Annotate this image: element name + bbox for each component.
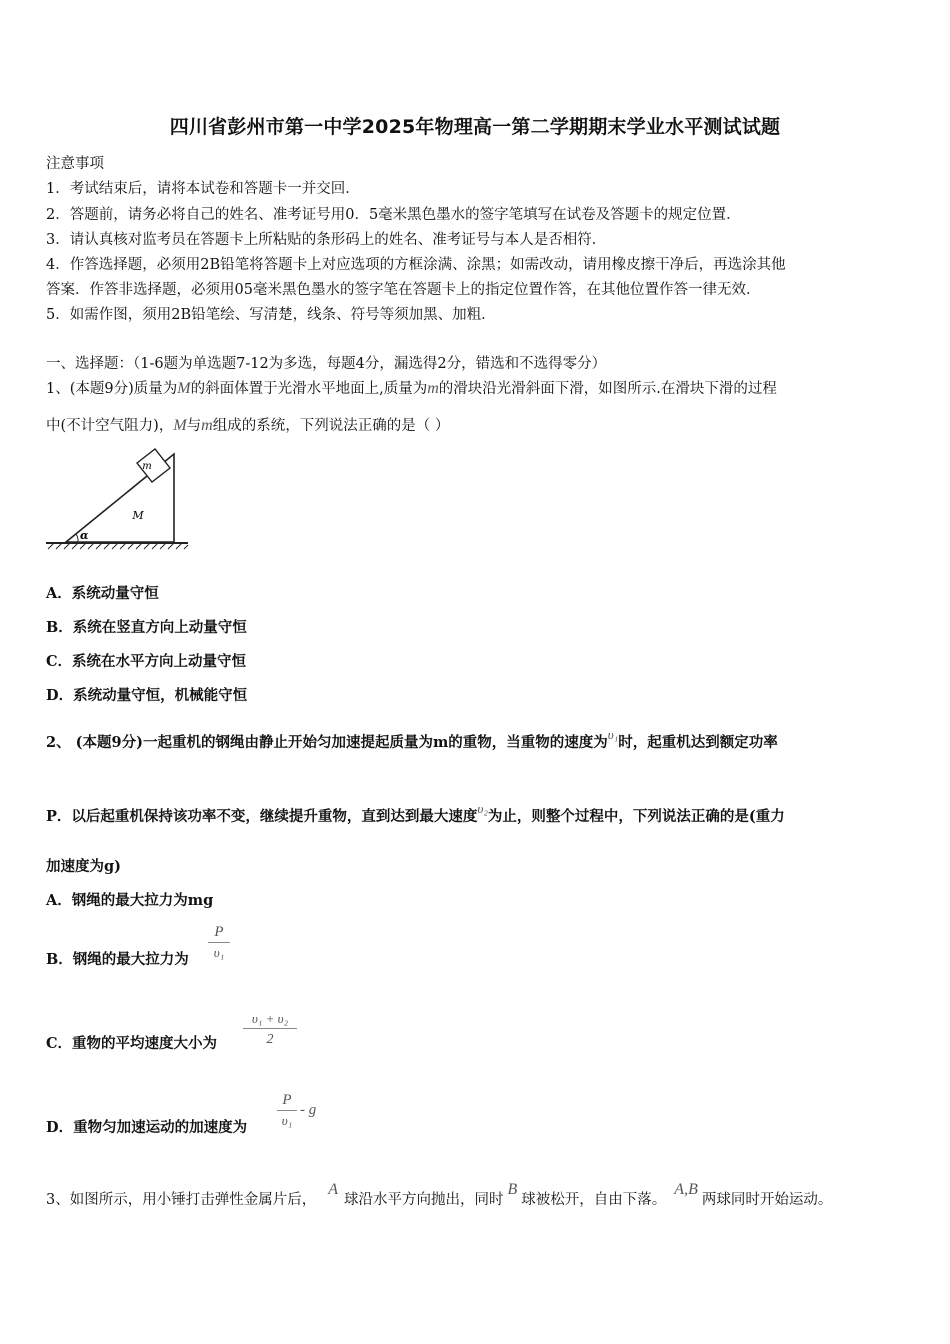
page-title: 四川省彭州市第一中学2025年物理高一第二学期期末学业水平测试试题	[169, 116, 781, 138]
notice-item: 3．请认真核对监考员在答题卡上所粘贴的条形码上的姓名、准考证号与本人是否相符．	[46, 232, 607, 248]
q1-option-c: C．系统在水平方向上动量守恒	[46, 653, 247, 670]
q3-text: 球沿水平方向抛出，同时	[344, 1192, 504, 1208]
frac-num: υ₁ + υ₂	[251, 1011, 289, 1026]
math-A: A	[328, 1181, 339, 1198]
math-B: B	[507, 1181, 518, 1198]
q2-option-a: A．钢绳的最大拉力为mg	[46, 892, 214, 909]
q2-option-c: C．重物的平均速度大小为	[46, 1035, 218, 1052]
q1-text: 1、(本题9分)质量为	[46, 381, 178, 397]
q1-line1	[46, 377, 777, 398]
label-M: M	[132, 509, 144, 522]
q3-text: 两球同时开始运动。	[701, 1192, 833, 1208]
fraction-p-over-v1	[208, 922, 230, 963]
q2-text: 为止，则整个过程中，下列说法正确的是(重力	[487, 808, 785, 825]
math-M: M	[173, 417, 187, 434]
fraction-avg-velocity	[243, 1010, 297, 1051]
q2-text: 2、 (本题9分)一起重机的钢绳由静止开始匀加速提起质量为m的重物，当重物的速度为	[46, 734, 608, 751]
q1-option-b: B．系统在竖直方向上动量守恒	[46, 619, 247, 636]
q1-line2	[46, 414, 449, 435]
q2-text: 时，起重机达到额定功率	[618, 734, 778, 751]
notice-item: 1．考试结束后，请将本试卷和答题卡一并交回．	[46, 181, 360, 197]
math-M: M	[177, 380, 191, 397]
q1-option-a: A．系统动量守恒	[46, 585, 159, 602]
label-m: m	[142, 461, 152, 472]
math-AB: A,B	[674, 1181, 698, 1198]
label-alpha: α	[80, 529, 89, 542]
angle-arc	[76, 534, 78, 542]
math-v2: υ₂	[477, 801, 488, 816]
q2-option-b: B．钢绳的最大拉力为	[46, 951, 189, 968]
incline-figure	[44, 446, 190, 550]
q1-text: 的斜面体置于光滑水平地面上,质量为	[190, 381, 428, 397]
q2-option-d: D．重物匀加速运动的加速度为	[46, 1119, 248, 1136]
frac-den: υ₁	[213, 945, 225, 960]
q2-line2	[46, 801, 785, 826]
q2-line3: 加速度为g)	[46, 858, 121, 875]
q1-text: 与	[186, 418, 202, 434]
q2-text: P．以后起重机保持该功率不变，继续提升重物，直到达到最大速度	[46, 808, 478, 825]
math-m: m	[201, 417, 213, 434]
notice-item: 答案．作答非选择题，必须用05毫米黑色墨水的签字笔在答题卡上的指定位置作答，在其他位置作答一律无效．	[46, 282, 761, 298]
q1-option-d: D．系统动量守恒，机械能守恒	[46, 687, 248, 704]
frac-den: 2	[266, 1032, 274, 1047]
notice-item: 4．作答选择题，必须用2B铅笔将答题卡上对应选项的方框涂满、涂黑；如需改动，请用橡皮擦干净后，再选涂其他	[46, 257, 786, 273]
q1-text: 中(不计空气阻力)，	[46, 418, 174, 434]
q3-text: 球被松开，自由下落。	[521, 1192, 667, 1208]
q1-text: 的滑块沿光滑斜面下滑，如图所示.在滑块下滑的过程	[438, 381, 777, 397]
notice-item: 2．答题前，请务必将自己的姓名、准考证号用0．5毫米黑色墨水的签字笔填写在试卷及答题卡的规定位置．	[46, 207, 741, 223]
math-v1: υ₁	[607, 727, 619, 742]
frac-den: υ₁	[281, 1113, 293, 1128]
q1-text: 组成的系统，下列说法正确的是（ ）	[212, 418, 450, 434]
section-heading: 一、选择题：（1-6题为单选题7-12为多选，每题4分，漏选得2分，错选和不选得零分）	[46, 356, 607, 372]
minus-g: - g	[300, 1102, 317, 1118]
notice-item: 5．如需作图，须用2B铅笔绘、写清楚，线条、符号等须加黑、加粗．	[46, 307, 496, 323]
math-m: m	[427, 380, 439, 397]
fraction-p-over-v1	[277, 1090, 297, 1131]
q2-line1	[46, 727, 778, 752]
frac-num: P	[282, 1092, 292, 1108]
frac-num: P	[214, 924, 224, 940]
q3-line1	[46, 1181, 833, 1209]
q3-text: 3、如图所示，用小锤打击弹性金属片后，	[46, 1192, 317, 1208]
notice-heading: 注意事项	[46, 156, 104, 172]
